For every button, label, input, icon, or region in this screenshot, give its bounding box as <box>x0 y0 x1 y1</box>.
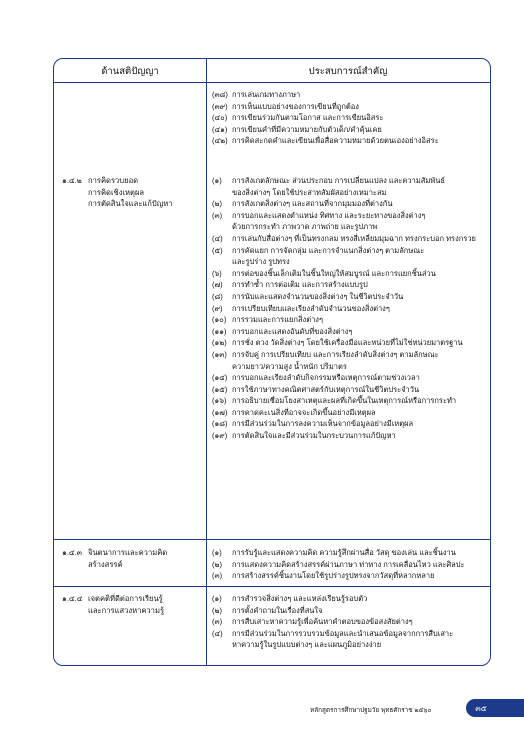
list-item: (๒) การแสดงความคิดสร้างสรรค์ผ่านภาษา ท่าทาง การเคลื่อนไหว และศิลปะ <box>212 559 465 569</box>
list-item: (๑๑) การบอกและแสดงอันดับที่ของสิ่งต่างๆ <box>212 326 353 336</box>
section-label-line: และการแสวงหาความรู้ <box>88 605 165 615</box>
list-item: (๑๖) การอธิบายเชื่อมโยงสาเหตุและผลที่เกิดขึ้นในเหตุการณ์หรือการกระทำ <box>212 396 457 406</box>
list-item: (๑๒) การชั่ง ตวง วัดสิ่งต่างๆ โดยใช้เครื่องมือและหน่วยที่ไม่ใช่หน่วยมาตรฐาน <box>212 338 463 348</box>
list-item: (๑๕) การใช้ภาษาทางคณิตศาสตร์กับเหตุการณ์ในชีวิตประจำวัน <box>212 384 420 394</box>
list-item: (๔๒) การคิดสะกดคำและเขียนเพื่อสื่อความหมายด้วยตนเองอย่างอิสระ <box>212 136 439 146</box>
content-table <box>53 58 491 666</box>
list-item: (๒) การสังเกตสิ่งต่างๆ และสถานที่จากมุมมองที่ต่างกัน <box>212 199 393 209</box>
list-item: (๘) การนับและแสดงจำนวนของสิ่งต่างๆ ในชีวิตประจำวัน <box>212 291 404 301</box>
row-3-items <box>212 593 487 651</box>
row-1-label <box>62 175 202 210</box>
list-item: (๔) การมีส่วนร่วมในการรวบรวมข้อมูลและนำเสนอข้อมูลจากการสืบเสาะ หาความรู้ในรูปแบบต่างๆ และแผนภูมิอย่างง่าย <box>212 628 454 650</box>
column-divider <box>206 59 207 665</box>
page-number-badge: ๓๕ <box>466 699 496 717</box>
list-item: (๑๐) การรวมและการแยกสิ่งต่างๆ <box>212 315 323 325</box>
list-item: (๑๔) การบอกและเรียงลำดับกิจกรรมหรือเหตุการณ์ตามช่วงเวลา <box>212 373 420 383</box>
footer-title: หลักสูตรการศึกษาปฐมวัย พุทธศักราช ๒๕๖๐ <box>310 707 432 714</box>
section-number: ๑.๔.๔ <box>62 594 83 603</box>
row-divider <box>54 539 490 540</box>
list-item: (๑) การสังเกตลักษณะ ส่วนประกอบ การเปลี่ยนแปลง และความสัมพันธ์ ของสิ่งต่างๆ โดยใช้ประสาทสัมผัสอย่างเหมาะสม <box>212 176 445 197</box>
list-item: (๑๙) การตัดสินใจและมีส่วนร่วมในกระบวนการแก้ปัญหา <box>212 431 396 441</box>
row-3-label <box>62 593 202 616</box>
list-item: (๑) การรับรู้และแสดงความคิด ความรู้สึกผ่านสื่อ วัสดุ ของเล่น และชิ้นงาน <box>212 548 456 557</box>
section-label-line: การคิดรวบยอด <box>88 176 139 185</box>
list-item: (๓๙) การเห็นแบบอย่างของการเขียนที่ถูกต้อง <box>212 101 359 111</box>
table-header <box>54 59 490 83</box>
list-item: (๑๓) การจับคู่ การเปรียบเทียบ และการเรียงลำดับสิ่งต่างๆ ตามลักษณะ ความยาว/ความสูง น้ำหนัก ปริมาตร <box>212 349 439 371</box>
section-label-line: เจตคติที่ดีต่อการเรียนรู้ <box>88 594 163 603</box>
list-item: (๓) การสืบเสาะหาความรู้เพื่อค้นหาคำตอบของข้อสงสัยต่างๆ <box>212 617 413 627</box>
list-item: (๔๑) การเขียนคำที่มีความหมายกับตัวเด็ก/คำคุ้นเคย <box>212 124 382 134</box>
list-item: (๑๘) การมีส่วนร่วมในการลงความเห็นจากข้อมูลอย่างมีเหตุผล <box>212 419 414 429</box>
row-1-items <box>212 175 487 442</box>
header-col-left: ด้านสติปัญญา <box>101 65 159 77</box>
list-item: (๖) การต่อของชิ้นเล็กเติมในชิ้นใหญ่ให้สมบูรณ์ และการแยกชิ้นส่วน <box>212 268 436 278</box>
list-item: (๔๐) การเขียนร่วมกันตามโอกาส และการเขียนอิสระ <box>212 113 384 123</box>
page-number-badge-tail <box>496 699 524 717</box>
row-divider <box>54 586 490 587</box>
header-col-right: ประสบการณ์สำคัญ <box>308 65 388 77</box>
list-item: (๓) การสร้างสรรค์ชิ้นงานโดยใช้รูปร่างรูปทรงจากวัสดุที่หลากหลาย <box>212 571 435 581</box>
row-2-label <box>62 547 202 570</box>
row-0-items <box>212 89 487 147</box>
list-item: (๓๘) การเล่นเกมทางภาษา <box>212 90 301 99</box>
section-number: ๑.๔.๓ <box>62 548 82 557</box>
list-item: (๓) การบอกและแสดงตำแหน่ง ทิศทาง และระยะทางของสิ่งต่างๆ ด้วยการกระทำ ภาพวาด ภาพถ่าย และรูปภาพ <box>212 210 426 232</box>
section-label-line: การคิดเชิงเหตุผล <box>88 187 145 197</box>
list-item: (๕) การคัดแยก การจัดกลุ่ม และการจำแนกสิ่งต่างๆ ตามลักษณะ และรูปร่าง รูปทรง <box>212 245 425 267</box>
list-item: (๒) การตั้งคำถามในเรื่องที่สนใจ <box>212 605 323 615</box>
list-item: (๙) การเปรียบเทียบและเรียงลำดับจำนวนของสิ่งต่างๆ <box>212 303 390 313</box>
list-item: (๑) การสำรวจสิ่งต่างๆ และแหล่งเรียนรู้รอบตัว <box>212 594 368 603</box>
section-label-line: จินตนาการและความคิด <box>88 548 168 557</box>
section-number: ๑.๔.๒ <box>62 176 82 185</box>
list-item: (๔) การเล่นกับสื่อต่างๆ ที่เป็นทรงกลม ทรงสี่เหลี่ยมมุมฉาก ทรงกระบอก ทรงกรวย <box>212 233 476 243</box>
section-label-line: การตัดสินใจและแก้ปัญหา <box>88 199 173 208</box>
list-item: (๑๗) การคาดคะเนสิ่งที่อาจจะเกิดขึ้นอย่างมีเหตุผล <box>212 407 376 417</box>
section-label-line: สร้างสรรค์ <box>88 559 123 569</box>
list-item: (๗) การทำซ้ำ การต่อเติม และการสร้างแบบรูป <box>212 280 368 290</box>
row-2-items <box>212 547 487 582</box>
